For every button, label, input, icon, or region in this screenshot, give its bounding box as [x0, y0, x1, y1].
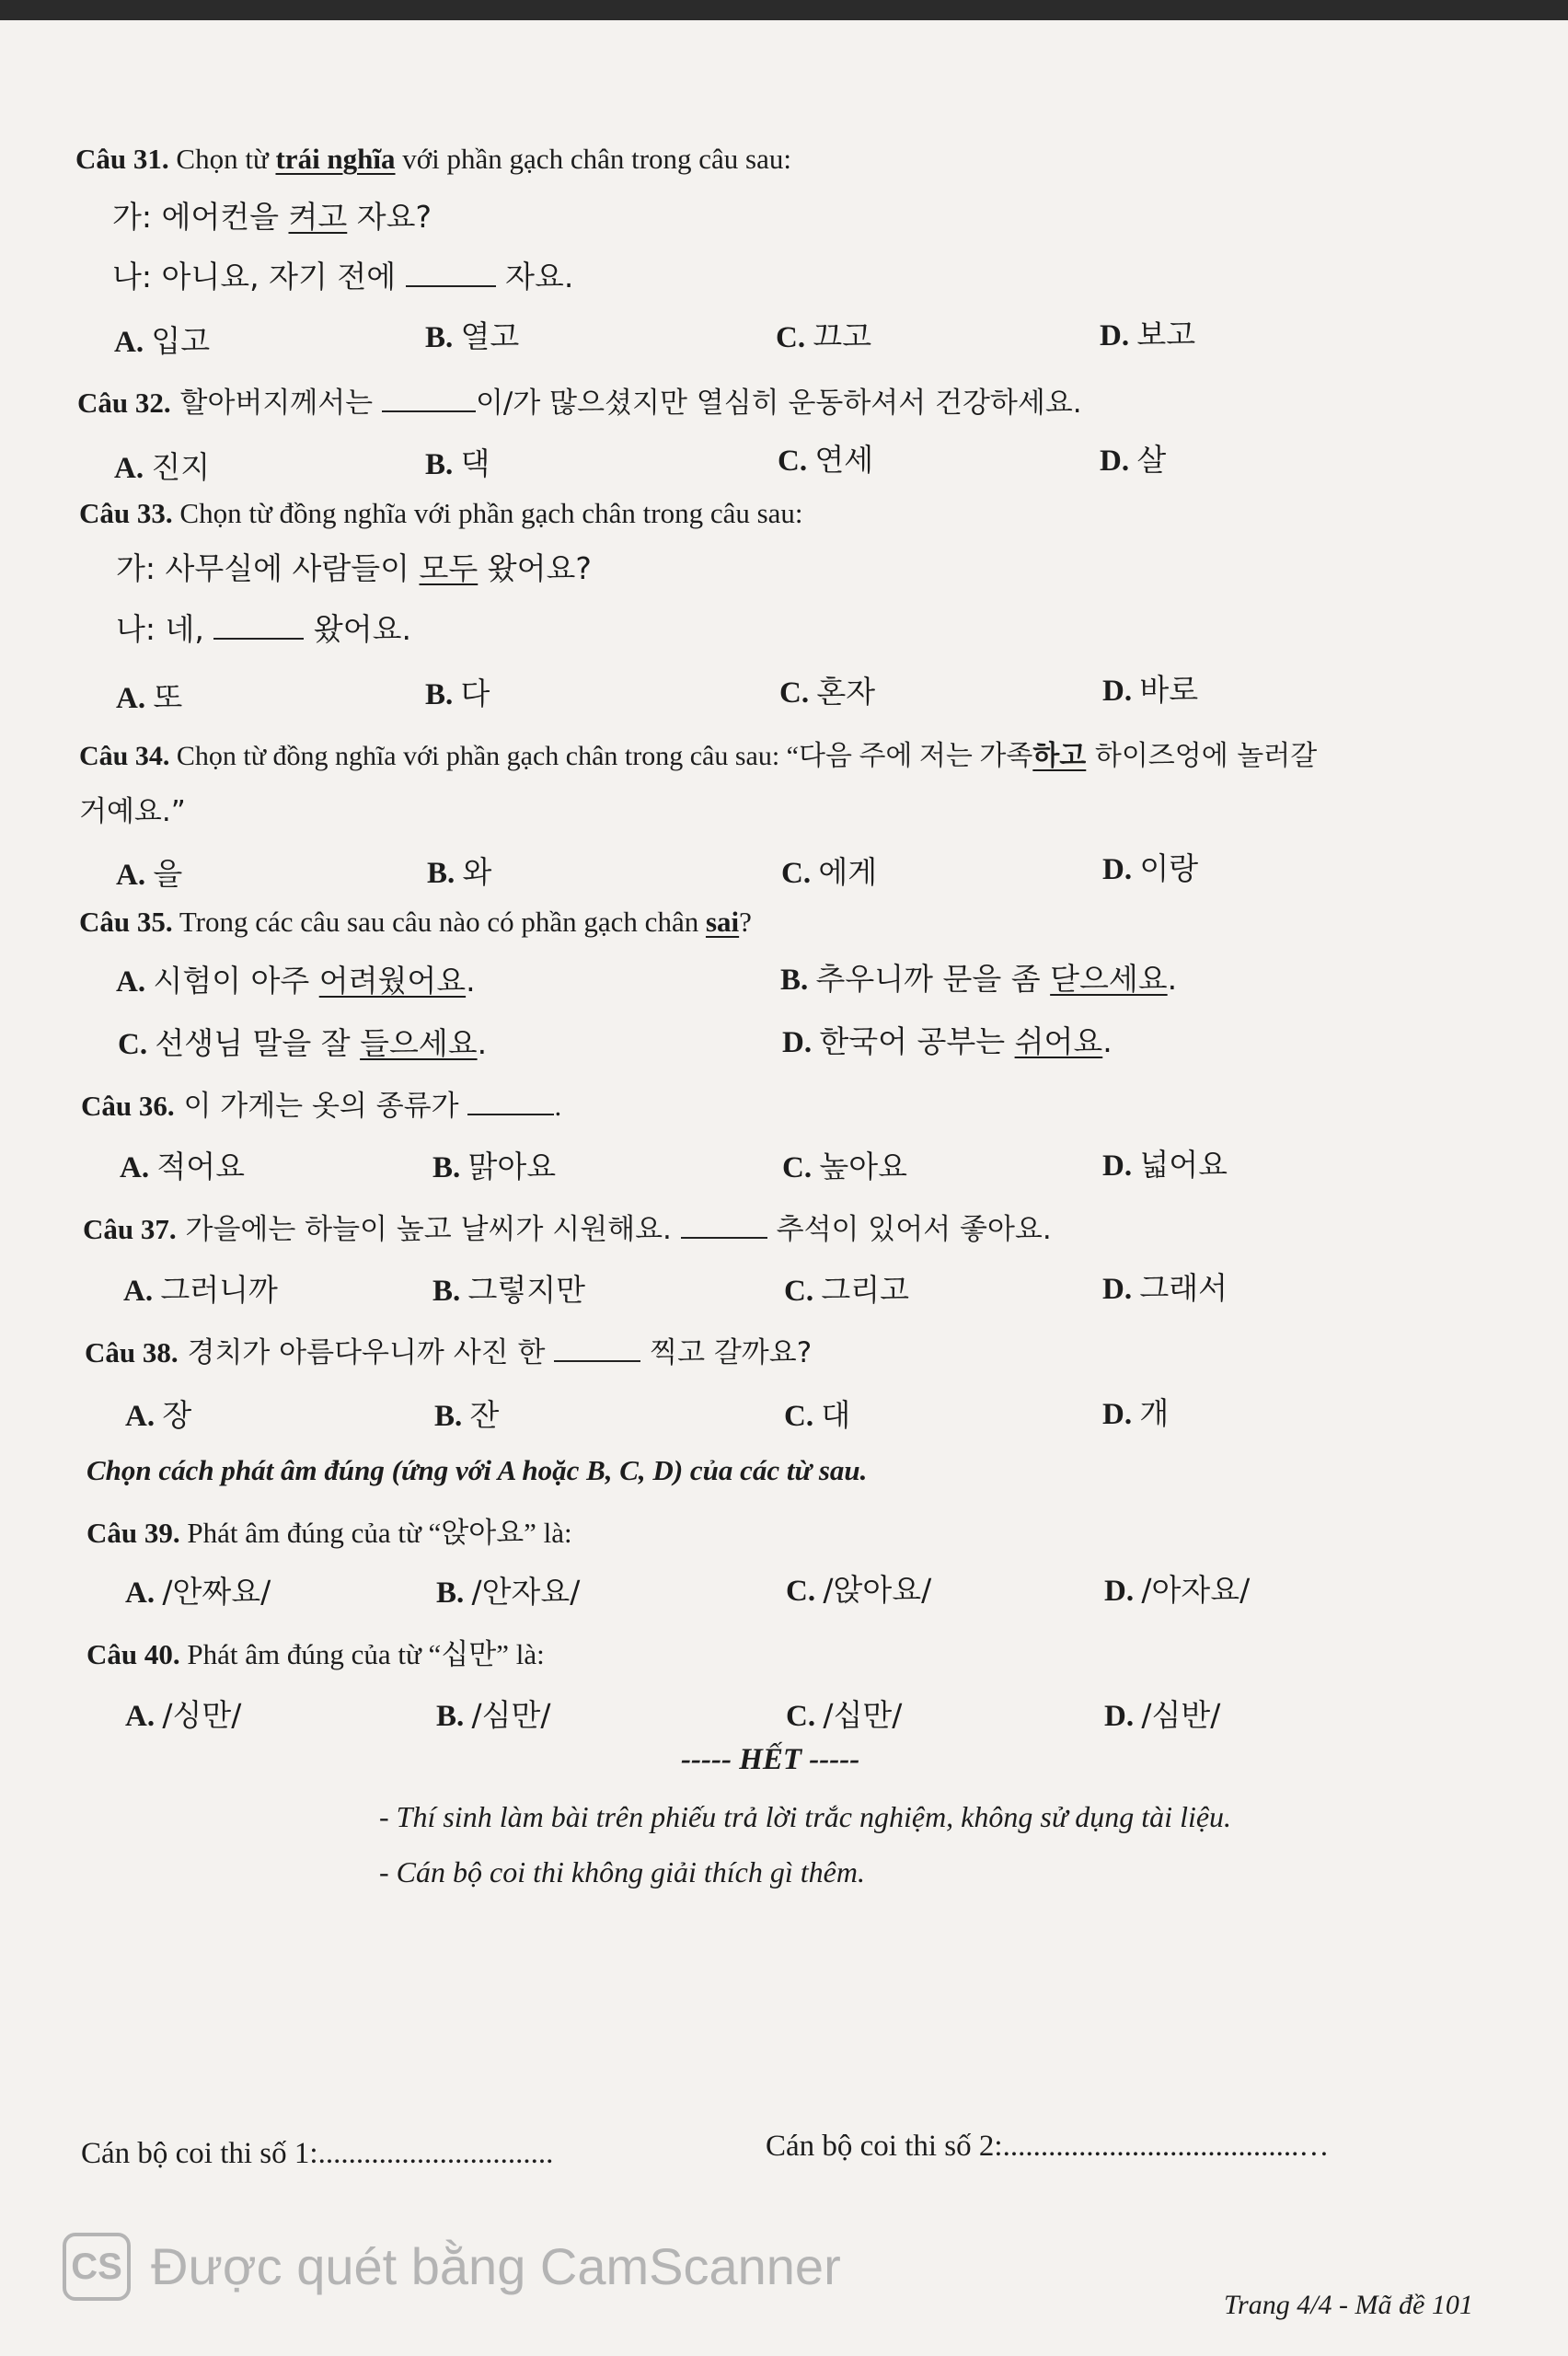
option-letter: B.: [434, 1400, 463, 1433]
option-letter: A.: [116, 965, 146, 999]
prompt-text: 할아버지께서는: [170, 387, 382, 420]
prompt-text: Chọn từ: [176, 143, 276, 175]
note-1: - Thí sinh làm bài trên phiếu trả lời trắc nghiệm, không sử dụng tài liệu.: [379, 1800, 1232, 1833]
option-text: 와: [462, 854, 492, 890]
option-letter: C.: [786, 1700, 816, 1733]
option-letter: D.: [1104, 1575, 1135, 1608]
option-text: .: [1167, 961, 1178, 997]
question-31-prompt: [75, 143, 791, 176]
option-letter: B.: [425, 321, 454, 354]
question-number: Câu 31.: [75, 143, 169, 175]
option-b: [780, 955, 1177, 999]
option-d: [782, 1018, 1113, 1061]
question-33-line-2: [116, 606, 411, 649]
prompt-text: Chọn từ đồng nghĩa với phần gạch chân trong câu sau:: [172, 497, 803, 529]
option-d: [1102, 845, 1198, 888]
prompt-text: với phần gạch chân trong câu sau:: [395, 143, 791, 175]
prompt-text: Phát âm đúng của từ “앉아요” là:: [179, 1517, 572, 1549]
option-letter: B.: [425, 678, 454, 711]
option-b: [425, 440, 490, 483]
question-31-line-1: [112, 193, 432, 237]
option-text: /싱만/: [162, 1697, 242, 1733]
prompt-text: Chọn từ đồng nghĩa với phần gạch chân trong câu sau: “다음 주에 저는 가족: [169, 741, 1033, 771]
option-text: 시험이 아주: [153, 963, 319, 999]
dialogue-text: 자요?: [347, 199, 432, 235]
option-d: [1100, 436, 1166, 479]
option-b: [425, 670, 490, 713]
option-b: [432, 1266, 585, 1310]
option-letter: A.: [114, 326, 144, 359]
option-letter: B.: [436, 1700, 465, 1733]
option-letter: B.: [432, 1151, 461, 1184]
option-letter: B.: [436, 1576, 465, 1610]
answer-blank: [406, 261, 496, 287]
end-mark: ----- HẾT -----: [681, 1743, 860, 1776]
option-letter: A.: [114, 452, 144, 485]
option-text: 넓어요: [1139, 1147, 1228, 1183]
option-a: [116, 674, 182, 717]
prompt-text: 경치가 아름다우니까 사진 한: [178, 1336, 555, 1369]
option-letter: A.: [123, 1275, 154, 1308]
option-letter: B.: [427, 857, 455, 890]
option-letter: B.: [780, 964, 809, 997]
option-a: [116, 850, 182, 894]
answer-blank: [382, 387, 476, 412]
option-letter: D.: [1104, 1700, 1135, 1733]
option-text: 그렇지만: [467, 1272, 586, 1308]
option-text: 보고: [1136, 317, 1196, 352]
prompt-text: .: [554, 1090, 562, 1122]
option-c: [786, 1692, 902, 1735]
option-b: [436, 1692, 551, 1735]
option-text: 추우니까 문을 좀: [815, 961, 1051, 997]
prompt-text: 이/가 많으셨지만 열심히 운동하셔서 건강하세요.: [475, 387, 1082, 420]
option-text: .: [1102, 1023, 1113, 1059]
option-d: [1100, 311, 1195, 354]
question-number: Câu 38.: [85, 1336, 179, 1369]
option-text: /심만/: [471, 1697, 551, 1733]
option-letter: A.: [120, 1151, 150, 1184]
option-c: [784, 1266, 909, 1310]
option-d: [1102, 1265, 1228, 1308]
option-letter: C.: [786, 1575, 816, 1608]
option-text: /아자요/: [1141, 1572, 1251, 1608]
underlined-word: 들으세요: [360, 1025, 478, 1061]
underlined-word: 닫으세요: [1050, 961, 1168, 997]
question-38-prompt: [85, 1329, 812, 1370]
option-letter: B.: [425, 448, 454, 481]
option-a: [125, 1392, 191, 1435]
option-text: 살: [1136, 442, 1167, 478]
question-number: Câu 39.: [86, 1517, 180, 1549]
proctor-1-signature-line: Cán bộ coi thi số 1:...............................: [81, 2137, 554, 2170]
question-33-line-1: [116, 545, 592, 588]
dialogue-text: 나: 네,: [116, 611, 214, 647]
option-text: /안자요/: [471, 1574, 581, 1610]
prompt-text: Phát âm đúng của từ “십만” là:: [179, 1638, 545, 1670]
option-a: [120, 1143, 245, 1186]
option-text: .: [477, 1025, 488, 1061]
prompt-text: 가을에는 하늘이 높고 날씨가 시원해요.: [176, 1213, 681, 1246]
option-text: 그리고: [821, 1272, 909, 1308]
question-34-prompt: [79, 733, 1317, 773]
option-text: 그러니까: [160, 1272, 278, 1308]
answer-blank: [213, 614, 304, 640]
option-letter: C.: [778, 445, 808, 478]
question-34-line-2: 거예요.”: [79, 795, 186, 828]
answer-blank: [554, 1336, 640, 1362]
option-text: 높아요: [819, 1149, 907, 1184]
option-c: [778, 436, 873, 479]
underlined-word: 어려웠어요: [318, 963, 467, 999]
question-39-prompt: [86, 1509, 572, 1551]
option-text: 선생님 말을 잘: [155, 1025, 361, 1061]
option-letter: D.: [1102, 675, 1133, 708]
option-letter: A.: [116, 859, 146, 892]
option-letter: C.: [784, 1275, 814, 1308]
option-b: [434, 1392, 499, 1435]
question-31-line-2: [112, 253, 573, 296]
prompt-text: ?: [739, 906, 752, 938]
option-letter: D.: [1100, 445, 1130, 478]
option-text: /심반/: [1141, 1697, 1221, 1733]
underlined-word: 켜고: [288, 199, 348, 235]
camscanner-logo-icon: CS: [63, 2233, 131, 2301]
question-32-prompt: [77, 379, 1082, 421]
option-d: [1102, 1390, 1169, 1433]
option-text: 개: [1139, 1395, 1170, 1431]
note-2: - Cán bộ coi thi không giải thích gì thêm.: [379, 1855, 865, 1888]
option-text: .: [466, 963, 476, 999]
option-letter: A.: [125, 1576, 156, 1610]
prompt-text: 추석이 있어서 좋아요.: [767, 1213, 1052, 1246]
option-letter: D.: [1100, 319, 1130, 352]
option-a: [125, 1692, 241, 1735]
underlined-word: 쉬어요: [1014, 1023, 1103, 1059]
option-b: [432, 1143, 556, 1186]
option-b: [436, 1568, 580, 1611]
prompt-text: 이 가게는 옷의 종류가: [174, 1090, 468, 1123]
option-letter: D.: [1102, 1273, 1133, 1306]
option-a: [125, 1568, 271, 1611]
question-36-prompt: [81, 1082, 561, 1124]
question-number: Câu 37.: [83, 1213, 177, 1245]
page-footer: Trang 4/4 - Mã đề 101: [1224, 2290, 1473, 2320]
option-letter: C.: [781, 857, 812, 890]
option-d: [1104, 1692, 1220, 1735]
prompt-text: 찍고 갈까요?: [640, 1336, 813, 1369]
option-letter: A.: [116, 682, 146, 715]
option-a: [114, 318, 210, 361]
option-letter: B.: [432, 1275, 461, 1308]
option-text: /안짜요/: [162, 1574, 271, 1610]
option-text: 또: [153, 679, 183, 715]
option-text: 이랑: [1139, 850, 1199, 886]
question-number: Câu 40.: [86, 1638, 180, 1670]
option-a: [116, 957, 476, 1000]
question-number: Câu 35.: [79, 906, 173, 938]
option-text: 진지: [151, 449, 211, 485]
answer-blank: [681, 1213, 767, 1239]
option-text: 적어요: [156, 1149, 245, 1184]
question-37-prompt: [83, 1206, 1052, 1247]
section-instruction: Chọn cách phát âm đúng (ứng với A hoặc B, C, D) của các từ sau.: [86, 1454, 868, 1486]
dialogue-text: 자요.: [495, 259, 574, 294]
dialogue-text: 왔어요?: [478, 550, 592, 586]
option-text: 혼자: [816, 674, 876, 710]
option-text: 을: [153, 856, 183, 892]
question-number: Câu 36.: [81, 1090, 175, 1122]
option-text: 에게: [818, 854, 878, 890]
prompt-keyword: trái nghĩa: [275, 143, 396, 175]
option-text: 열고: [460, 318, 520, 354]
option-letter: C.: [118, 1028, 148, 1061]
option-a: [114, 444, 210, 487]
option-c: [782, 1143, 907, 1186]
option-letter: C.: [776, 321, 806, 354]
option-text: /앉아요/: [823, 1572, 932, 1608]
option-c: [776, 313, 871, 356]
option-text: 입고: [151, 323, 211, 359]
option-d: [1102, 666, 1198, 710]
dialogue-text: 나: 아니요, 자기 전에: [112, 259, 406, 294]
proctor-2-signature-line: Cán bộ coi thi số 2:.......................................…: [766, 2130, 1330, 2163]
option-text: 댁: [460, 445, 490, 481]
option-letter: C.: [782, 1151, 813, 1184]
option-c: [781, 849, 877, 892]
question-number: Câu 32.: [77, 387, 171, 419]
dialogue-text: 왔어요.: [304, 611, 411, 647]
dialogue-text: 가: 에어컨을: [112, 199, 289, 235]
option-letter: D.: [1102, 853, 1133, 886]
option-text: 대: [821, 1397, 851, 1433]
option-d: [1102, 1141, 1228, 1184]
option-b: [427, 849, 491, 892]
prompt-text: Trong các câu sau câu nào có phần gạch chân: [172, 906, 706, 938]
underlined-word: 모두: [419, 550, 478, 586]
option-c: [118, 1020, 487, 1063]
option-text: /십만/: [823, 1697, 903, 1733]
option-letter: A.: [125, 1700, 156, 1733]
underlined-word: 하고: [1032, 740, 1087, 772]
option-c: [784, 1392, 850, 1435]
prompt-text: 하이즈엉에 놀러갈: [1086, 740, 1318, 772]
question-number: Câu 34.: [79, 741, 170, 771]
option-text: 잔: [469, 1397, 500, 1433]
option-c: [786, 1566, 931, 1610]
option-text: 맑아요: [467, 1149, 557, 1184]
answer-blank: [467, 1090, 554, 1115]
option-letter: C.: [784, 1400, 814, 1433]
option-text: 끄고: [813, 318, 872, 354]
option-text: 바로: [1139, 672, 1199, 708]
prompt-keyword: sai: [705, 906, 740, 938]
option-text: 장: [162, 1397, 192, 1433]
option-d: [1104, 1566, 1250, 1610]
option-c: [779, 668, 875, 711]
option-text: 연세: [814, 442, 874, 478]
option-letter: D.: [1102, 1149, 1133, 1183]
option-text: 그래서: [1139, 1270, 1228, 1306]
option-letter: D.: [1102, 1398, 1133, 1431]
camscanner-watermark: Được quét bằng CamScanner: [151, 2237, 841, 2295]
question-35-prompt: [79, 906, 752, 939]
option-b: [425, 313, 519, 356]
question-number: Câu 33.: [79, 497, 173, 529]
option-text: 한국어 공부는: [819, 1023, 1015, 1059]
dialogue-text: 가: 사무실에 사람들이: [116, 550, 420, 586]
option-text: 다: [460, 676, 490, 711]
option-letter: D.: [782, 1026, 813, 1059]
question-33-prompt: [79, 497, 803, 530]
option-a: [123, 1266, 278, 1310]
question-40-prompt: [86, 1631, 545, 1672]
option-letter: A.: [125, 1400, 156, 1433]
option-letter: C.: [779, 676, 810, 710]
